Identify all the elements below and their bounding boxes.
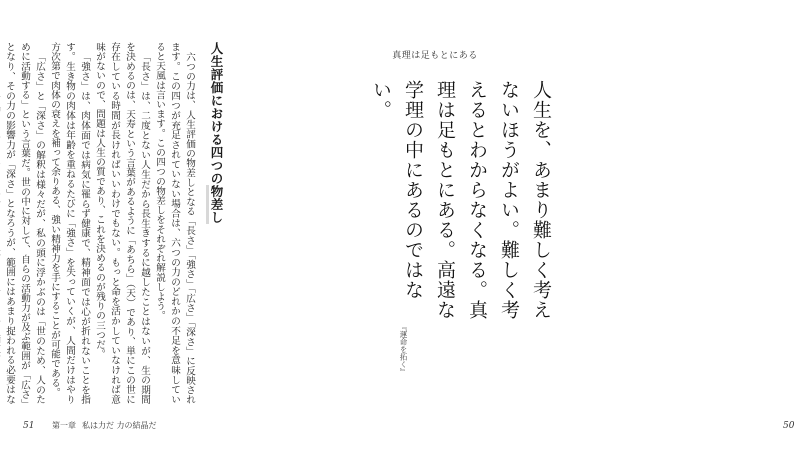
body-paragraph: 「強さ」は、肉体面では病気に罹らず健康で、精神面では心が折れないことを指す。生き物の肉体は年齢を重ねるたびに「強さ」を失っていくが、人間だけはやり方次第で肉体の衰えを補って余りある、強い精神力を手にすることが可能である。 <box>49 42 90 404</box>
body-paragraph: 六つの力は、人生評価の物差しとなる「長さ」「強さ」「広さ」「深さ」に反映されます。この四つが充足されていない場合は、六つの力のどれかの不足を意味していると天風は言います。この四つの物差しをそれぞれ解説しよう。 <box>154 42 195 404</box>
quote-source: 『運命を拓く』 <box>399 323 408 376</box>
body-paragraph: 「長さ」は、二度とない人生だから長生きするに越したことはないが、生の期間を決めるのは、天寿という言葉があるように「あちら」（天）であり、単にこの世に存在している時間が長ければいいわけでもない。もっと命を活かしていなければ意味がないので、問題は人生の質であり、これを決めるのが残りの三つだ。 <box>94 42 150 404</box>
right-page <box>275 0 794 449</box>
section-heading <box>207 42 225 402</box>
chapter-title: 私は力だ 力の結晶だ <box>82 421 157 430</box>
chapter-footer <box>52 420 163 431</box>
page-number-right: 50 <box>783 421 794 431</box>
body-text <box>4 42 197 404</box>
section-heading-emphasis: 物差し <box>206 185 224 224</box>
running-head: 真理は足もとにある <box>392 51 478 61</box>
left-page <box>0 0 275 449</box>
section-heading-main: 人生評価における四つの <box>209 42 224 185</box>
page-number-left: 51 <box>23 421 35 431</box>
chapter-label: 第一章 <box>52 421 76 430</box>
featured-quote: 人生を、あまり難しく考えないほうがよい。難しく考えるとわからなくなる。真理は足もとにある。高遠な学理の中にあるのではない。 <box>370 80 552 320</box>
body-paragraph: 「広さ」と「深さ」の解釈は様々だが、私の頭に浮かぶのは「世のため、人のために活動する」という言葉だ。世の中に対して、自らの活動力が及ぶ範囲が「広さ」となり、その力の影響力が「深さ」となろうが、範囲にはあまり捉われる必要はな <box>4 42 45 404</box>
